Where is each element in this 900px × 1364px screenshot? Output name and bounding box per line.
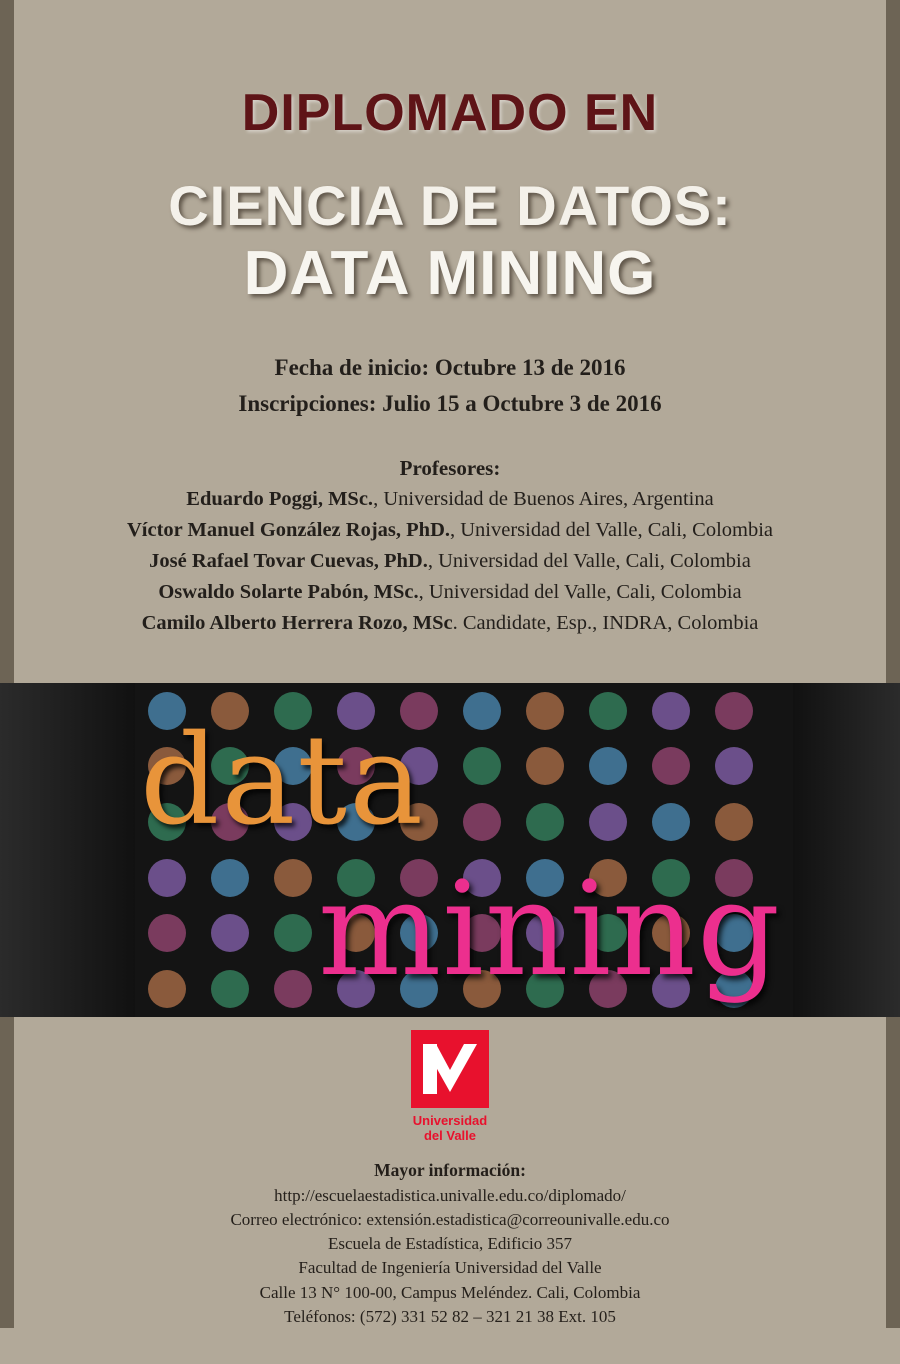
logo-bar-shape	[423, 1044, 437, 1094]
professor-affiliation: , Universidad del Valle, Cali, Colombia	[427, 550, 751, 573]
dates-block	[14, 350, 886, 421]
dot	[652, 803, 690, 841]
dot	[274, 970, 312, 1008]
title-line-2: CIENCIA DE DATOS:	[168, 173, 732, 237]
dot	[211, 859, 249, 897]
dot	[463, 803, 501, 841]
professor-name: Camilo Alberto Herrera Rozo, MSc	[141, 612, 453, 635]
dot	[211, 970, 249, 1008]
university-logo	[0, 1030, 900, 1144]
logo-text-line-1: Universidad	[412, 1113, 488, 1128]
professors-heading: Profesores:	[399, 455, 501, 480]
list-item	[14, 546, 886, 577]
dot	[148, 859, 186, 897]
footer-phones: Teléfonos: (572) 331 52 82 – 321 21 38 Ext. 105	[284, 1306, 616, 1326]
footer-heading: Mayor información:	[374, 1160, 526, 1180]
dot	[463, 692, 501, 730]
dot	[463, 747, 501, 785]
dot	[274, 914, 312, 952]
footer-website[interactable]: http://escuelaestadistica.univalle.edu.co/diplomado/	[274, 1186, 626, 1205]
professor-affiliation: . Candidate, Esp., INDRA, Colombia	[452, 612, 759, 635]
title-block	[14, 0, 886, 309]
footer-address: Calle 13 N° 100-00, Campus Meléndez. Cali, Colombia	[259, 1282, 641, 1302]
start-date-line: Fecha de inicio: Octubre 13 de 2016	[274, 355, 626, 381]
dot	[589, 692, 627, 730]
professor-name: Oswaldo Solarte Pabón, MSc.	[158, 581, 419, 604]
artwork-left-shade	[0, 683, 135, 1017]
footer-block	[0, 1160, 900, 1329]
professor-affiliation: , Universidad del Valle, Cali, Colombia	[450, 518, 774, 541]
footer-school: Escuela de Estadística, Edificio 357	[327, 1234, 573, 1254]
dot	[526, 747, 564, 785]
list-item	[14, 515, 886, 546]
list-item	[14, 608, 886, 639]
footer-faculty: Facultad de Ingeniería Universidad del Valle	[298, 1258, 602, 1278]
list-item	[14, 484, 886, 515]
title-line-1: DIPLOMADO EN	[241, 84, 659, 142]
professors-block	[14, 456, 886, 640]
dot	[526, 803, 564, 841]
dot	[148, 970, 186, 1008]
list-item	[14, 577, 886, 608]
dot	[652, 747, 690, 785]
footer-email[interactable]: Correo electrónico: extensión.estadistica@correounivalle.edu.co	[230, 1210, 670, 1230]
dot	[148, 914, 186, 952]
registration-date-line: Inscripciones: Julio 15 a Octubre 3 de 2016	[238, 391, 662, 417]
artwork-word-data: data	[140, 709, 426, 853]
logo-text-line-2: del Valle	[423, 1127, 477, 1143]
professor-name: Eduardo Poggi, MSc.	[186, 487, 374, 510]
logo-inner-triangle-shape	[436, 1044, 464, 1070]
dot	[589, 803, 627, 841]
dot	[274, 859, 312, 897]
professor-affiliation: , Universidad del Valle, Cali, Colombia	[418, 581, 742, 604]
professor-name: Víctor Manuel González Rojas, PhD.	[126, 518, 450, 541]
dot	[211, 914, 249, 952]
univalle-mark-icon	[411, 1030, 489, 1108]
dot	[715, 803, 753, 841]
dot	[715, 747, 753, 785]
dot	[715, 692, 753, 730]
dot	[652, 692, 690, 730]
professor-name: José Rafael Tovar Cuevas, PhD.	[149, 550, 428, 573]
artwork-word-mining: mining	[318, 853, 782, 1005]
professor-affiliation: , Universidad de Buenos Aires, Argentina	[373, 487, 714, 510]
dot	[526, 692, 564, 730]
bottom-strip	[0, 1328, 900, 1364]
dot	[589, 747, 627, 785]
artwork-right-shade	[793, 683, 900, 1017]
logo-text	[0, 1114, 900, 1144]
artwork-band	[0, 683, 900, 1017]
title-line-3: DATA MINING	[243, 239, 657, 309]
